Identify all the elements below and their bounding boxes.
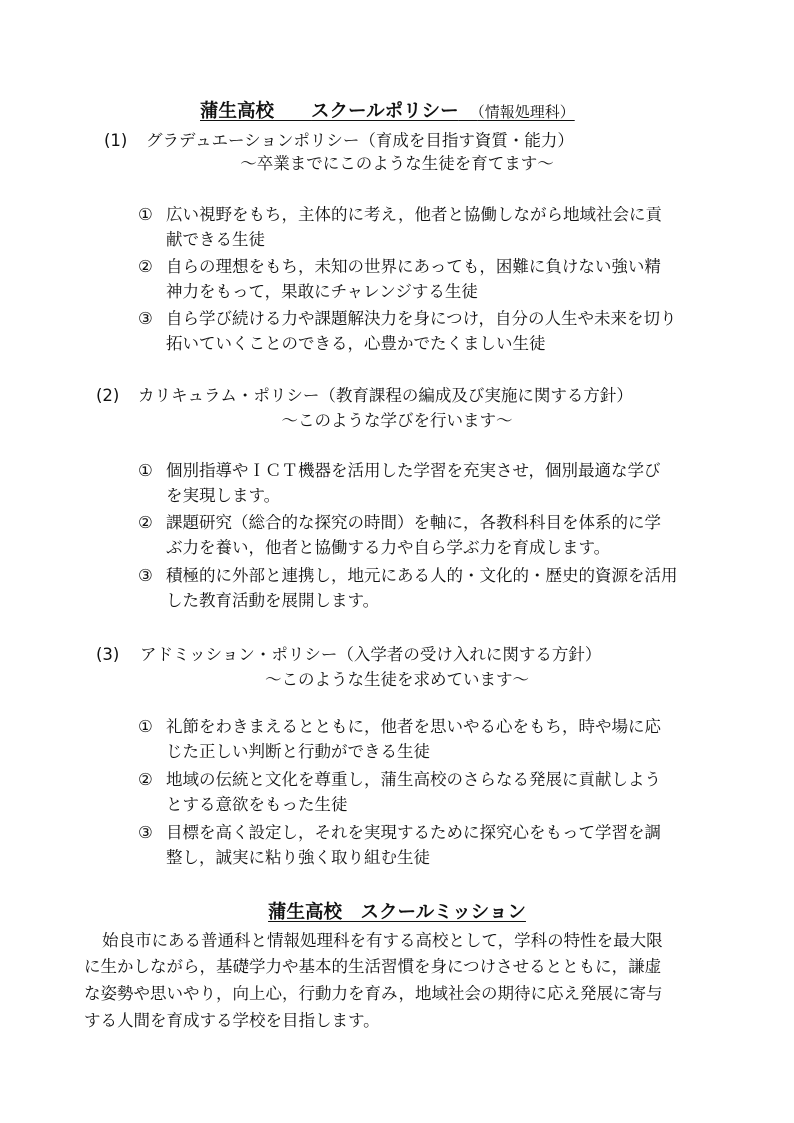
section-1-item-3-line-2: 拓いていくことのできる，心豊かでたくましい生徒 <box>166 334 546 353</box>
section-1-item-3-marker: ③ <box>138 309 153 328</box>
section-2-item-2-marker: ② <box>138 513 153 532</box>
policy-title-school: 蒲生高校 <box>200 101 275 122</box>
section-2-number: (2) <box>96 386 120 405</box>
section-1-item-1-line-1: 広い視野をもち，主体的に考え，他者と協働しながら地域社会に貢 <box>166 205 662 224</box>
section-3-number: (3) <box>96 645 120 664</box>
mission-line-2: に生かしながら，基礎学力や基本的生活習慣を身につけさせるとともに，謙虚 <box>84 957 662 976</box>
policy-title <box>200 100 575 124</box>
section-2-subheading: ～このような学びを行います～ <box>281 411 513 430</box>
section-1-heading: グラデュエーションポリシー（育成を目指す資質・能力） <box>146 131 574 150</box>
section-2-heading: カリキュラム・ポリシー（教育課程の編成及び実施に関する方針） <box>138 386 633 405</box>
section-2-item-1-line-1: 個別指導やＩＣＴ機器を活用した学習を充実させ，個別最適な学び <box>166 461 661 480</box>
section-1-item-2-marker: ② <box>138 257 153 276</box>
section-3-item-2-marker: ② <box>138 770 153 789</box>
section-2-item-3-line-2: した教育活動を展開します。 <box>166 591 380 610</box>
mission-line-1: 始良市にある普通科と情報処理科を有する高校として，学科の特性を最大限 <box>102 931 663 950</box>
section-3-item-3-line-2: 整し，誠実に粘り強く取り組む生徒 <box>166 848 430 867</box>
section-3-item-3-marker: ③ <box>138 823 153 842</box>
section-2-item-1-line-2: を実現します。 <box>166 486 281 505</box>
policy-title-policy: スクールポリシー <box>311 101 459 122</box>
section-2-item-2-line-2: ぶ力を養い，他者と協働する力や自ら学ぶ力を育成します。 <box>166 538 611 557</box>
section-3-item-2-line-2: とする意欲をもった生徒 <box>166 795 348 814</box>
section-1-item-1-marker: ① <box>138 205 153 224</box>
section-1-item-2-line-2: 神力をもって，果敢にチャレンジする生徒 <box>166 282 478 301</box>
section-1-item-2-line-1: 自らの理想をもち，未知の世界にあっても，困難に負けない強い精 <box>166 257 661 276</box>
policy-title-dept: （情報処理科） <box>477 103 575 121</box>
mission-line-3: な姿勢や思いやり，向上心，行動力を育み，地域社会の期待に応え発展に寄与 <box>84 984 663 1003</box>
section-1-item-1-line-2: 献できる生徒 <box>166 230 265 249</box>
section-3-item-1-line-1: 礼節をわきまえるとともに，他者を思いやる心をもち，時や場に応 <box>166 717 661 736</box>
section-3-item-2-line-1: 地域の伝統と文化を尊重し，蒲生高校のさらなる発展に貢献しよう <box>166 770 661 789</box>
section-1-item-3-line-1: 自ら学び続ける力や課題解決力を身につけ，自分の人生や未来を切り <box>166 309 677 328</box>
mission-line-4: する人間を育成する学校を目指します。 <box>84 1011 380 1030</box>
mission-title <box>0 901 794 925</box>
section-3-item-3-line-1: 目標を高く設定し，それを実現するために探究心をもって学習を調 <box>166 823 661 842</box>
section-3-subheading: ～このような生徒を求めています～ <box>265 670 529 689</box>
section-3-item-1-line-2: じた正しい判断と行動ができる生徒 <box>166 742 430 761</box>
mission-title-text: 蒲生高校 スクールミッション <box>268 902 526 923</box>
section-2-item-3-marker: ③ <box>138 566 153 585</box>
section-3-item-1-marker: ① <box>138 717 153 736</box>
section-2-item-1-marker: ① <box>138 461 153 480</box>
section-2-item-2-line-1: 課題研究（総合的な探究の時間）を軸に，各教科科目を体系的に学 <box>166 513 661 532</box>
section-3-heading: アドミッション・ポリシー（入学者の受け入れに関する方針） <box>140 645 602 664</box>
section-1-subheading: ～卒業までにこのような生徒を育てます～ <box>240 154 554 173</box>
section-1-number: (1) <box>104 131 128 150</box>
section-2-item-3-line-1: 積極的に外部と連携し，地元にある人的・文化的・歴史的資源を活用 <box>166 566 678 585</box>
